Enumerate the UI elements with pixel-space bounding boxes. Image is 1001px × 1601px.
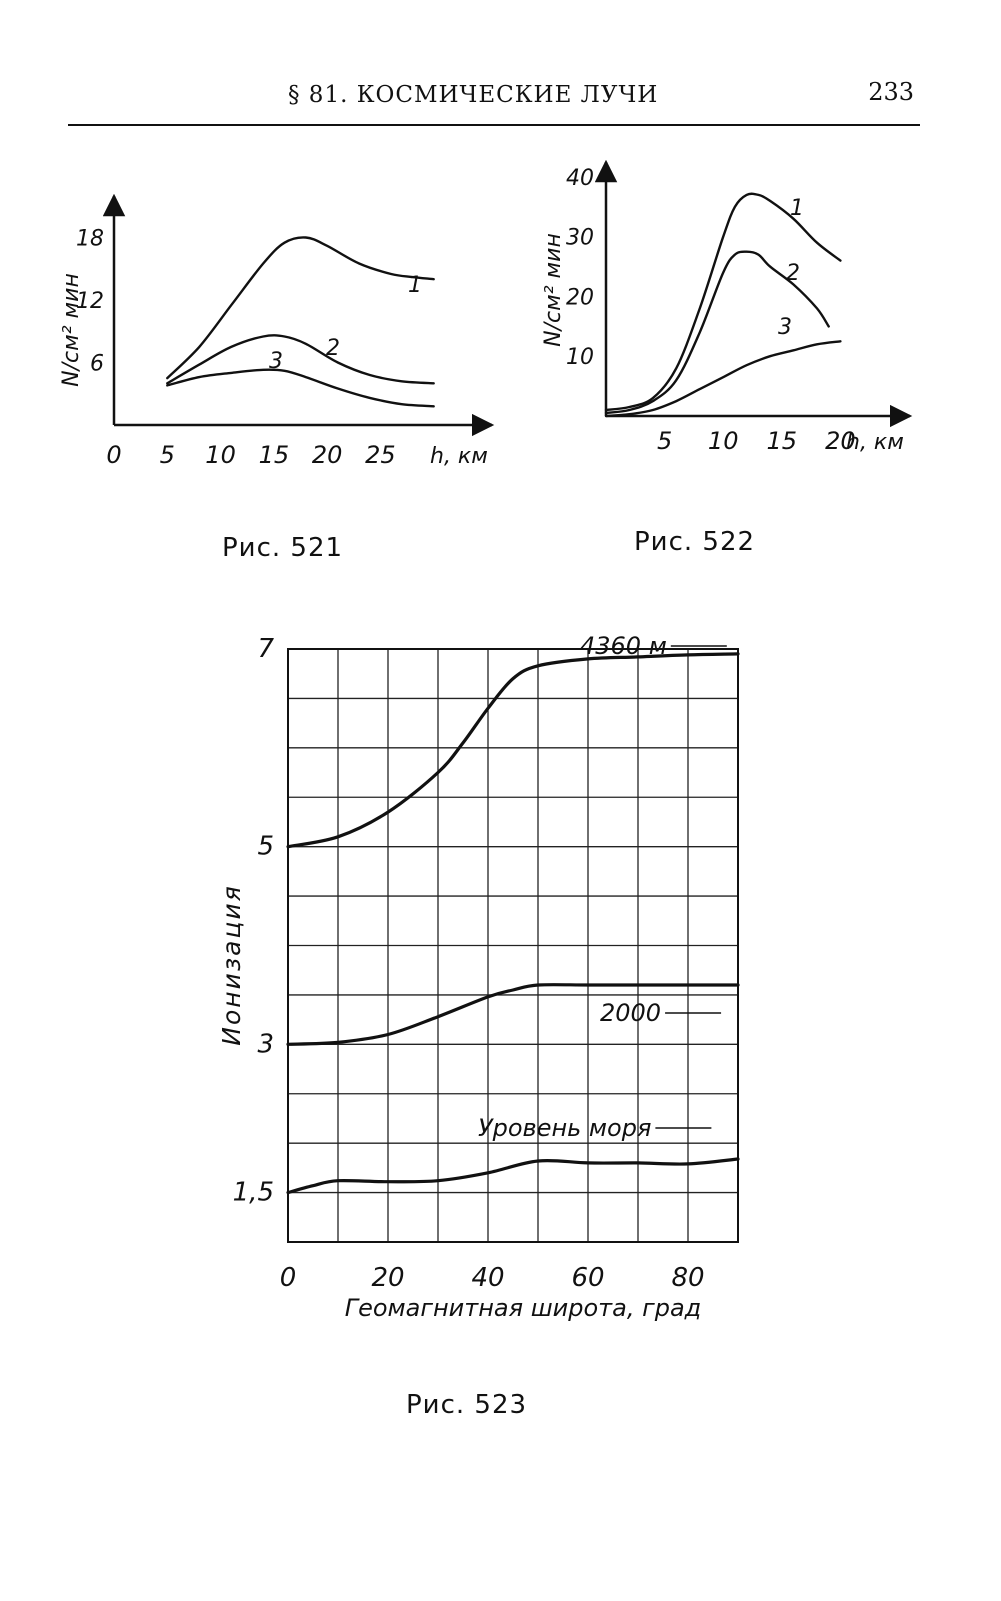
y-tick-label: 5	[257, 831, 274, 862]
fig522-x-label: h, км	[846, 430, 904, 455]
fig523-caption: Рис. 523	[406, 1390, 528, 1420]
series-label: 1	[790, 196, 804, 221]
y-tick-label: 7	[257, 634, 274, 664]
page-number: 233	[868, 78, 914, 106]
x-tick-label: 10	[707, 427, 739, 455]
x-tick-label: 60	[571, 1263, 605, 1293]
y-tick-label: 18	[76, 226, 104, 252]
series-label: 2000	[600, 999, 662, 1027]
fig522-y-label: N/см² мин	[541, 233, 566, 347]
figure-523	[217, 632, 738, 1322]
series-label: 2	[326, 336, 340, 361]
series-line-1	[288, 654, 738, 847]
x-tick-label: 5	[159, 441, 175, 469]
series-label: 3	[269, 349, 283, 374]
series-line-3	[288, 1159, 738, 1193]
y-tick-label: 6	[90, 351, 104, 377]
x-tick-label: 0	[279, 1263, 297, 1293]
series-label: 3	[778, 315, 792, 340]
x-tick-label: 20	[311, 441, 343, 469]
y-tick-label: 10	[566, 345, 594, 371]
y-tick-label: 30	[566, 225, 594, 251]
figure-522	[541, 162, 910, 455]
x-tick-label: 10	[205, 441, 236, 469]
fig521-x-label: h, км	[430, 444, 488, 469]
series-line-2	[288, 985, 738, 1045]
x-tick-label: 20	[371, 1263, 405, 1293]
series-line-1	[167, 237, 433, 378]
y-tick-label: 1,5	[232, 1177, 274, 1208]
series-line-3	[167, 370, 433, 407]
y-tick-label: 20	[566, 285, 594, 311]
series-label: 1	[408, 273, 422, 298]
fig521-y-label: N/см² мин	[59, 273, 84, 387]
fig522-caption: Рис. 522	[634, 527, 756, 557]
fig523-y-label: Ионизация	[217, 884, 246, 1046]
fig521-caption: Рис. 521	[222, 533, 344, 563]
x-tick-label: 15	[258, 441, 290, 469]
series-label: 4360 м	[580, 632, 667, 660]
x-tick-label: 5	[656, 427, 673, 455]
section-title: § 81. КОСМИЧЕСКИЕ ЛУЧИ	[288, 82, 659, 108]
x-tick-label: 0	[106, 441, 122, 469]
x-tick-label: 15	[766, 427, 798, 455]
y-tick-label: 3	[257, 1029, 274, 1060]
x-tick-label: 40	[471, 1263, 505, 1293]
fig523-x-label: Геомагнитная широта, град	[344, 1294, 702, 1322]
y-tick-label: 40	[566, 165, 594, 191]
figure-521	[59, 196, 492, 469]
series-label: 2	[786, 261, 800, 286]
y-tick-label: 12	[76, 289, 104, 314]
x-tick-label: 25	[365, 441, 396, 469]
series-label: Уровень моря	[478, 1114, 652, 1142]
x-tick-label: 20	[825, 427, 856, 455]
x-tick-label: 80	[671, 1263, 705, 1293]
